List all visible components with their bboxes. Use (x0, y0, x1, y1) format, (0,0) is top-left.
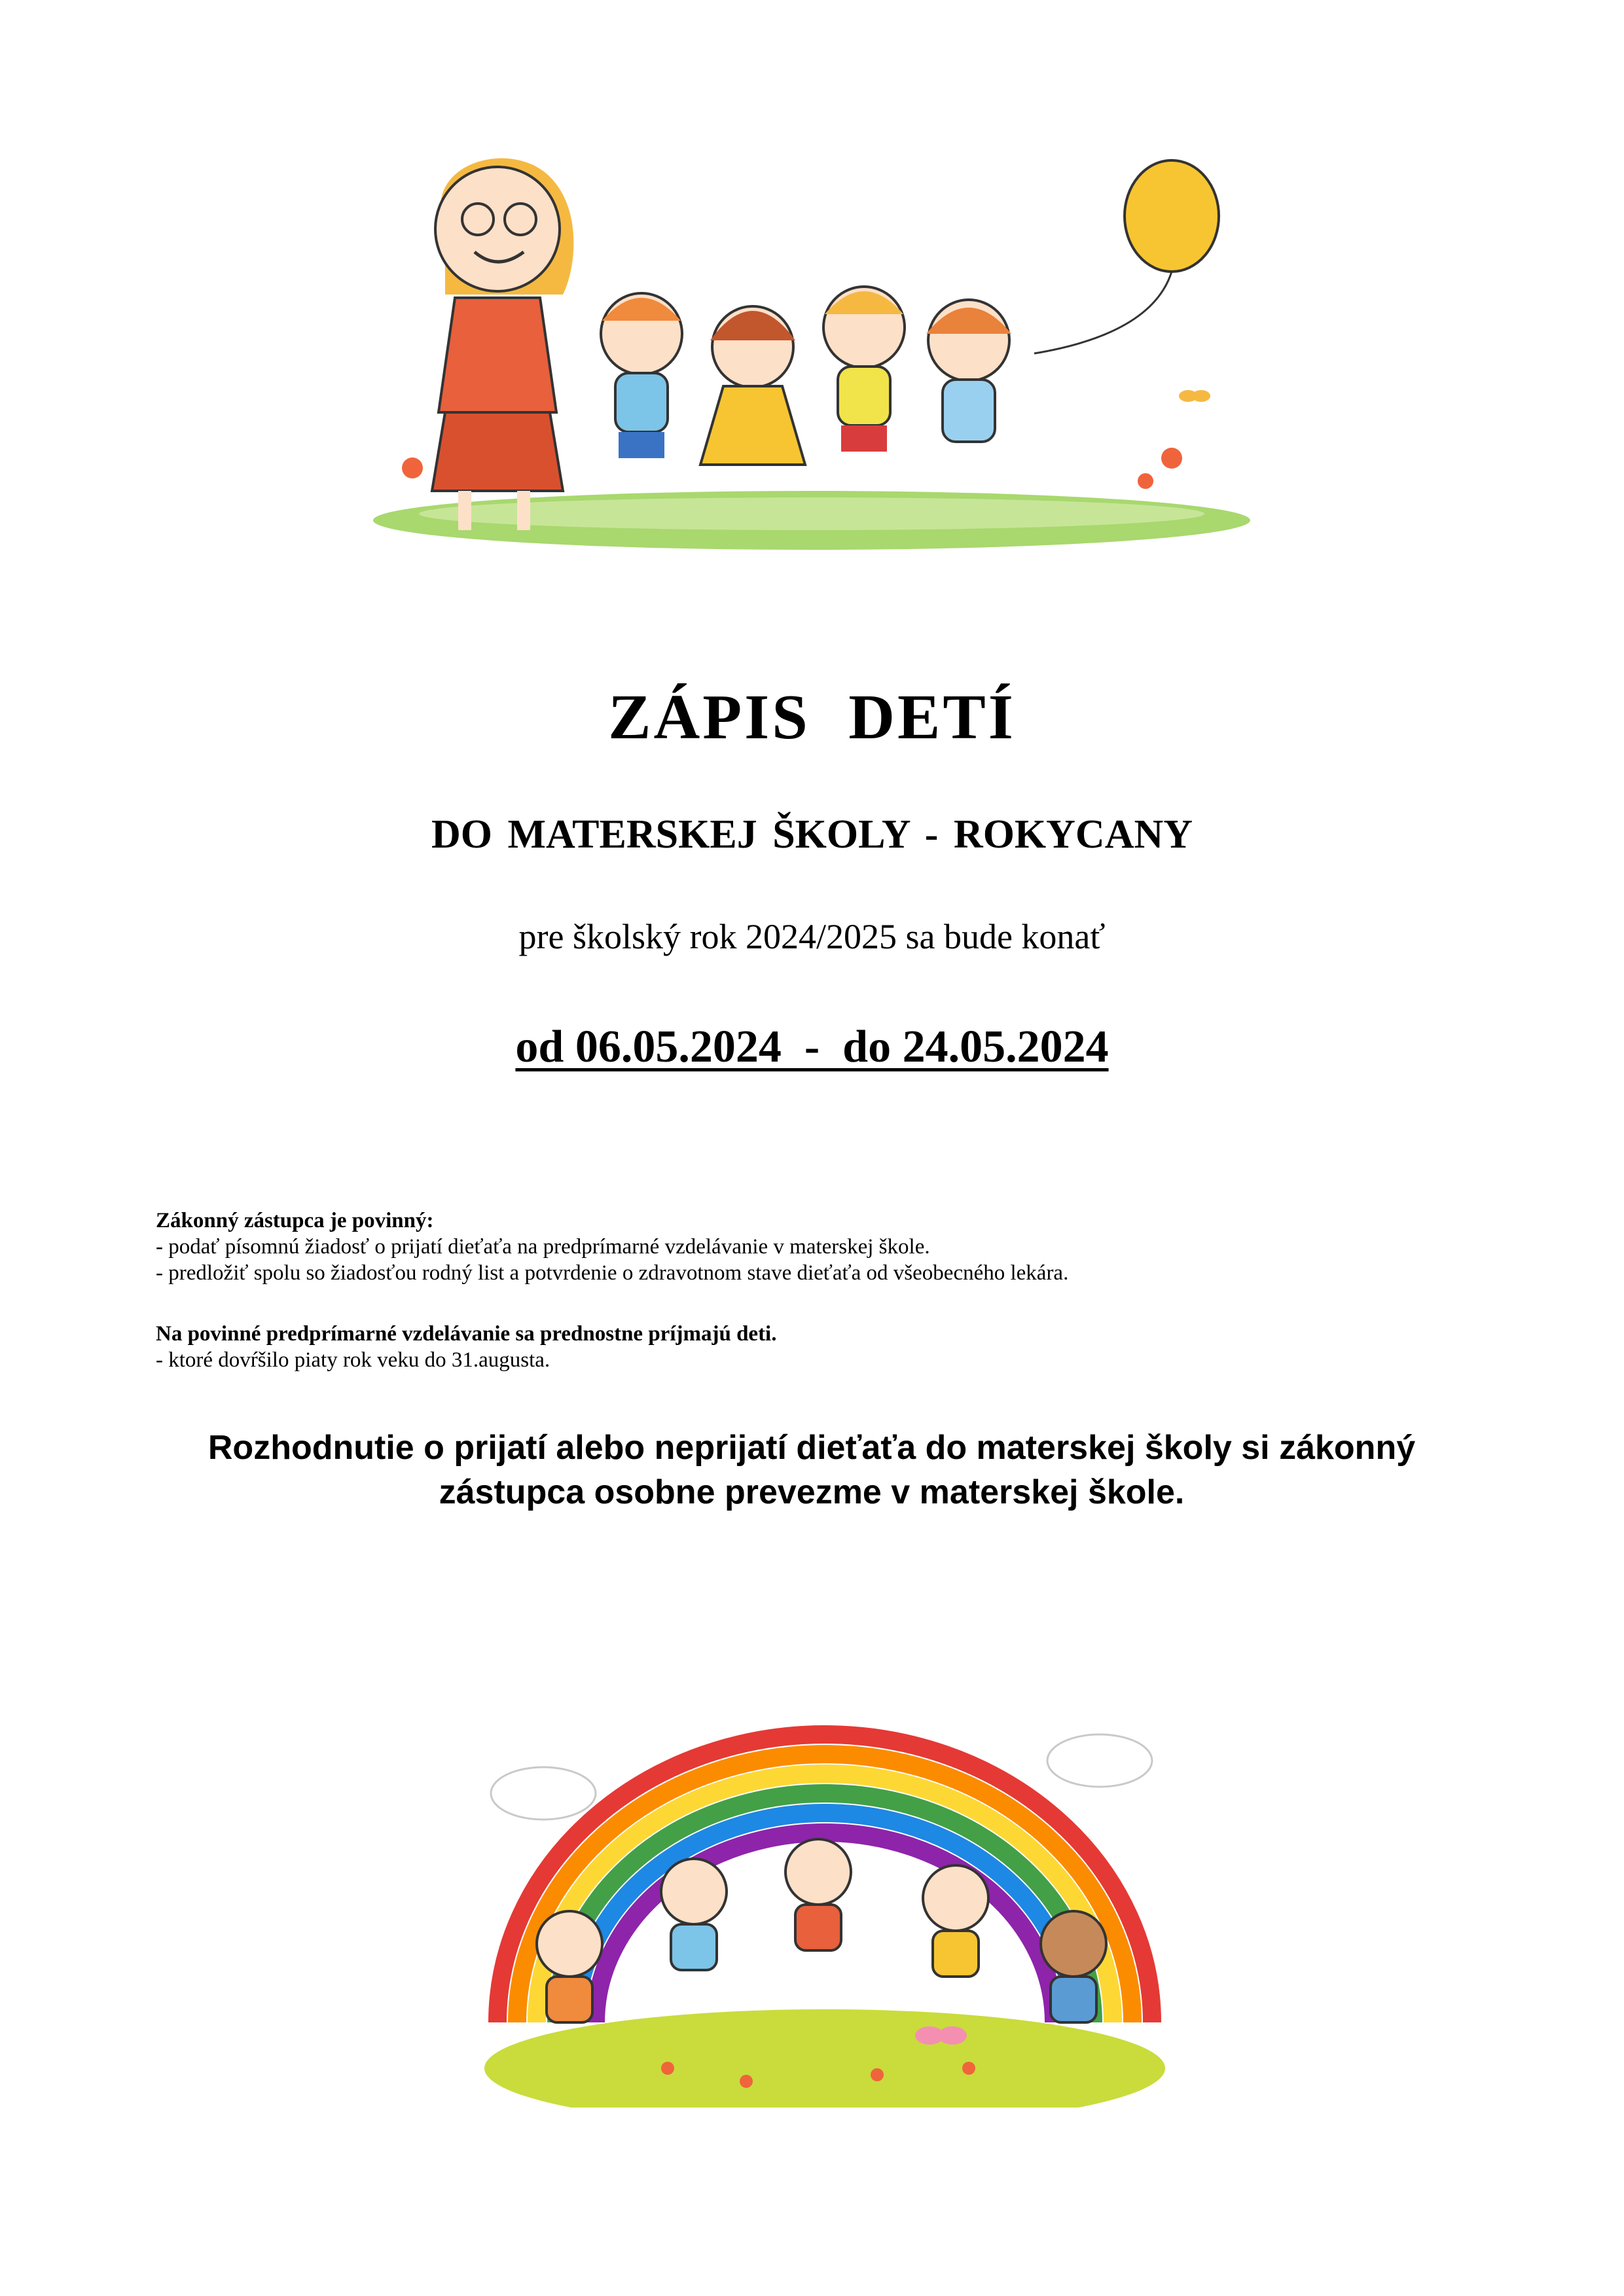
rainbow-children-illustration (471, 1682, 1178, 2108)
meadow-hill (484, 2009, 1165, 2108)
child-figure-jumping-2 (661, 1859, 727, 1970)
guardian-duties-section (156, 1208, 1465, 1286)
child-figure-2 (700, 306, 805, 465)
decision-notice: Rozhodnutie o prijatí alebo neprijatí dieťaťa do materskej školy si zákonný zástupca osobne prevezme v materskej škole. (208, 1429, 1416, 1511)
school-year-line: pre školský rok 2024/2025 sa bude konať (518, 917, 1106, 956)
duty-item: - predložiť spolu so žiadosťou rodný list a potvrdenie o zdravotnom stave dieťaťa od všeobecného lekára. (156, 1261, 1069, 1285)
duty-item: - podať písomnú žiadosť o prijatí dieťaťa na predprímarné vzdelávanie v materskej škole. (156, 1235, 930, 1259)
school-name-subtitle: DO MATERSKEJ ŠKOLY - ROKYCANY (431, 812, 1193, 857)
priority-item: - ktoré dovŕšilo piaty rok veku do 31.augusta. (156, 1348, 550, 1372)
child-figure-jumping-5 (1041, 1911, 1106, 2022)
priority-admission-section (156, 1321, 1465, 1373)
balloon-icon (1034, 160, 1219, 353)
child-figure-4 (926, 300, 1011, 442)
child-figure-3 (823, 287, 905, 452)
date-range-text: od 06.05.2024 - do 24.05.2024 (515, 1022, 1109, 1072)
priority-heading: Na povinné predprímarné vzdelávanie sa prednostne príjmajú deti. (156, 1322, 777, 1346)
teacher-with-children-illustration (367, 137, 1257, 556)
butterfly-icon (1179, 390, 1210, 402)
child-figure-jumping-3 (785, 1839, 851, 1950)
enrollment-date-range (0, 1021, 1624, 1073)
child-figure-jumping-4 (923, 1865, 988, 1977)
child-figure-jumping-1 (537, 1911, 602, 2022)
teacher-figure (432, 158, 573, 530)
page-title: ZÁPIS DETÍ (608, 682, 1016, 753)
duties-heading: Zákonný zástupca je povinný: (156, 1209, 434, 1232)
child-figure-1 (601, 293, 682, 458)
